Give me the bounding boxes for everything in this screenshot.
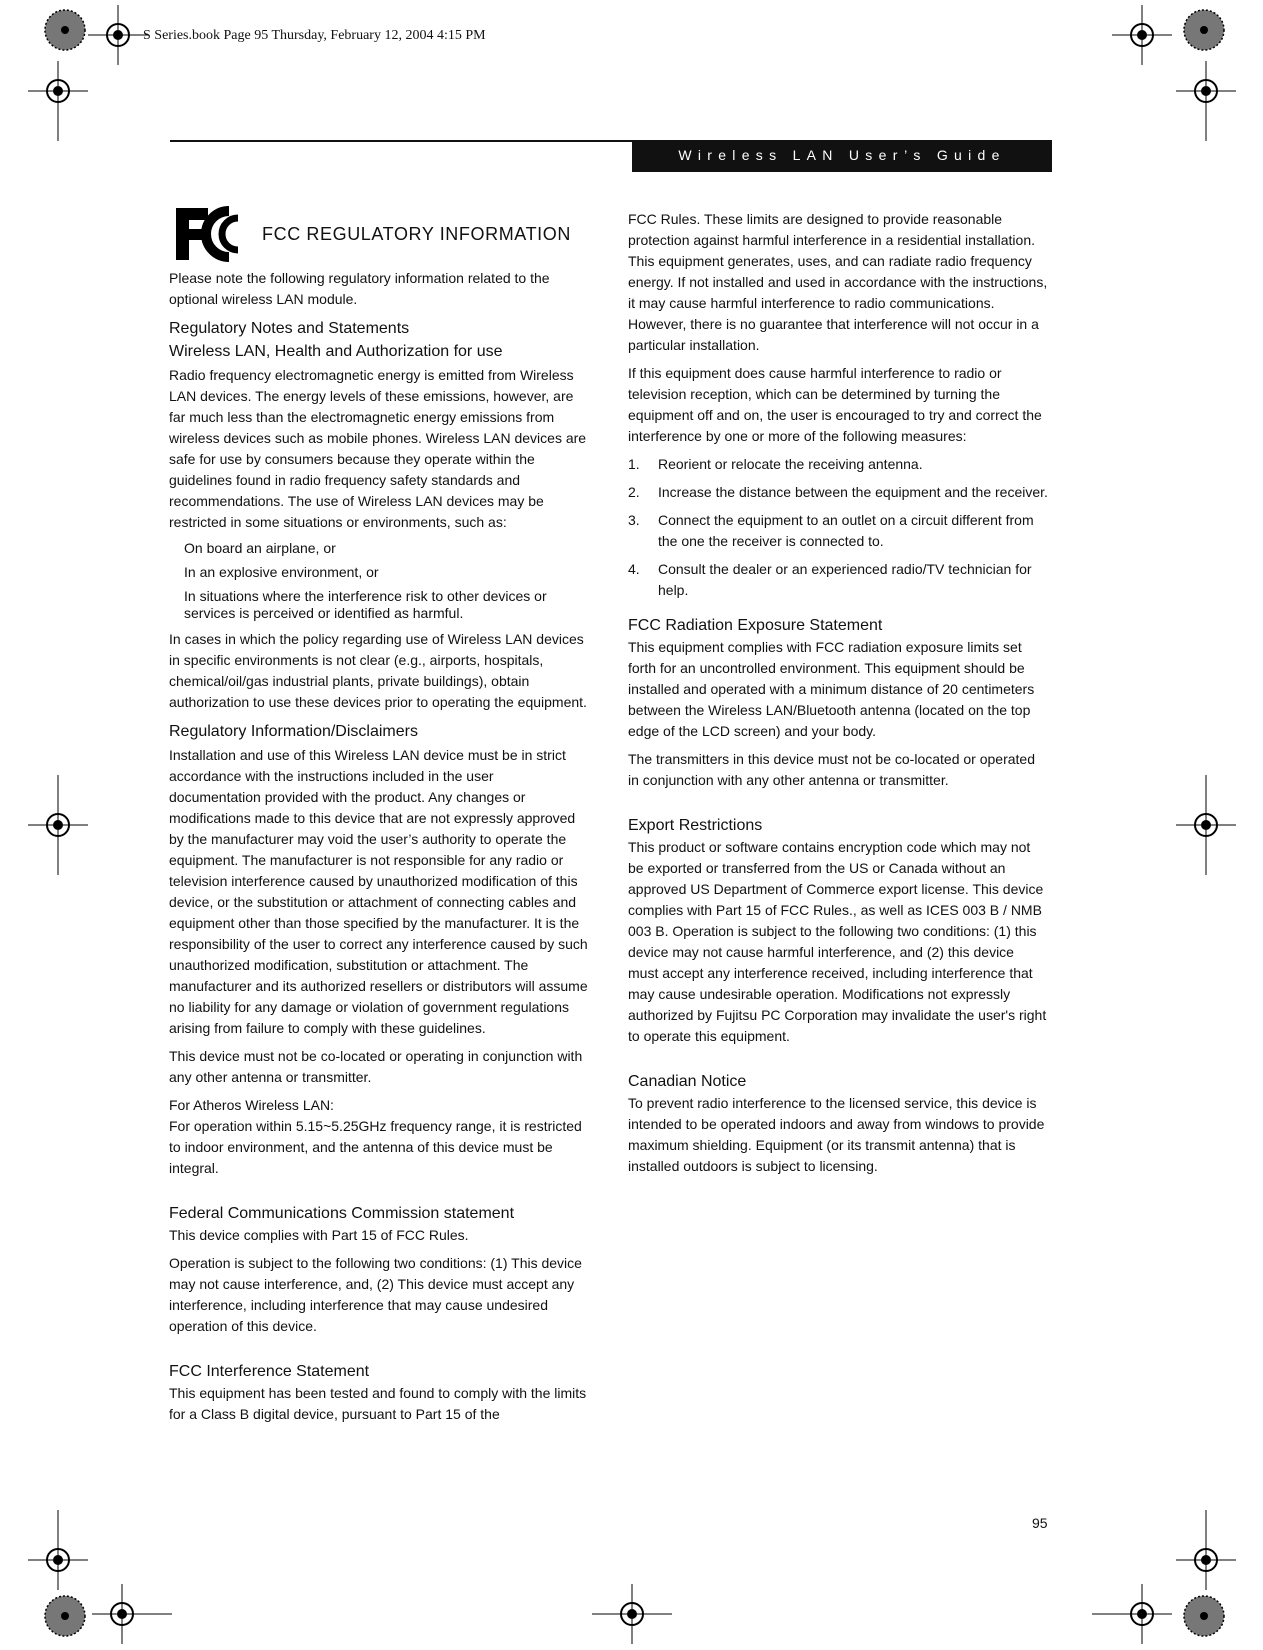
paragraph: This device must not be co-located or operating in conjunction with any other antenna or transmitter. bbox=[169, 1048, 583, 1085]
section-heading: Regulatory Notes and Statements bbox=[169, 320, 410, 337]
situation-item: On board an airplane, or bbox=[184, 540, 336, 556]
intro-paragraph: Please note the following regulatory information related to the optional wireless LAN module. bbox=[169, 270, 550, 307]
paragraph: FCC Rules. These limits are designed to provide reasonable protection against harmful interference in a residential installation. This equipment generates, uses, and can radiate radio frequency energy. If not installed and used in accordance with the instructions, it may cause harmful interference to radio communications. However, there is no guarantee that interference will not occur in a particular installation. bbox=[628, 211, 1048, 353]
atheros-label: For Atheros Wireless LAN: bbox=[169, 1097, 334, 1113]
running-header bbox=[632, 140, 1052, 172]
section-heading: Federal Communications Commission statement bbox=[169, 1205, 515, 1222]
registration-mark-icon bbox=[592, 1584, 672, 1644]
section-heading: Regulatory Information/Disclaimers bbox=[169, 723, 418, 740]
starburst-mark-icon bbox=[1182, 8, 1226, 52]
starburst-mark-icon bbox=[1182, 1594, 1226, 1638]
spacer bbox=[169, 1344, 589, 1360]
starburst-mark-icon bbox=[43, 8, 87, 52]
spacer bbox=[628, 1054, 1048, 1070]
spacer bbox=[628, 798, 1048, 814]
list-text: Increase the distance between the equipment and the receiver. bbox=[658, 484, 1048, 500]
section-heading: Export Restrictions bbox=[628, 817, 763, 834]
registration-mark-icon bbox=[1112, 5, 1172, 65]
right-column bbox=[628, 209, 1048, 1184]
registration-mark-icon bbox=[1092, 1584, 1172, 1644]
registration-mark-icon bbox=[88, 5, 148, 65]
left-column bbox=[169, 206, 589, 1432]
paragraph: Installation and use of this Wireless LAN device must be in strict accordance with the instructions included in the user documentation provided with the product. Any changes or modifications made to this device that are not expressly approved by the manufacturer may void the user’s authority to operate the equipment. The manufacturer is not responsible for any radio or television interference caused by unauthorized modification of this device, or the substitution or attachment of connecting cables and equipment other than those specified by the manufacturer. It is the responsibility of the user to correct any interference caused by such unauthorized modification, substitution or attachment. The manufacturer and its authorized resellers or distributors will assume no liability for any damage or violation of government regulations arising from failure to comply with these guidelines. bbox=[169, 747, 588, 1036]
fcc-heading bbox=[174, 206, 589, 262]
list-text: Connect the equipment to an outlet on a circuit different from the one the receiver is connected to. bbox=[658, 512, 1034, 549]
registration-mark-icon bbox=[1176, 775, 1236, 875]
list-item bbox=[628, 482, 1048, 503]
list-item bbox=[628, 510, 1048, 552]
print-slug: S Series.book Page 95 Thursday, February 12, 2004 4:15 PM bbox=[143, 28, 486, 43]
list-number: 3. bbox=[628, 512, 640, 528]
situation-item: In situations where the interference risk to other devices or services is perceived or identified as harmful. bbox=[184, 588, 547, 621]
running-header-text: Wireless LAN User’s Guide bbox=[678, 147, 1006, 163]
section-heading: Canadian Notice bbox=[628, 1073, 747, 1090]
registration-mark-icon bbox=[1176, 1510, 1236, 1590]
list-text: Consult the dealer or an experienced radio/TV technician for help. bbox=[658, 561, 1032, 598]
paragraph: This equipment complies with FCC radiation exposure limits set forth for an uncontrolled environment. This equipment should be installed and operated with a minimum distance of 20 centimeters between the Wireless LAN/Bluetooth antenna (located on the top edge of the LCD screen) and your body. bbox=[628, 639, 1035, 739]
list-number: 4. bbox=[628, 561, 640, 577]
list-item bbox=[628, 559, 1048, 601]
paragraph: This device complies with Part 15 of FCC Rules. bbox=[169, 1227, 469, 1243]
registration-mark-icon bbox=[28, 61, 88, 141]
registration-mark-icon bbox=[28, 775, 88, 875]
situation-item: In an explosive environment, or bbox=[184, 564, 379, 580]
paragraph: Operation is subject to the following two conditions: (1) This device may not cause interference, and, (2) This device must accept any interference, including interference that may cause undesired operation of this device. bbox=[169, 1255, 582, 1334]
paragraph: This product or software contains encryption code which may not be exported or transferred from the US or Canada without an approved US Department of Commerce export license. This device complies with Part 15 of FCC Rules., as well as ICES 003 B / NMB 003 B. Operation is subject to the following two conditions: (1) this device may not cause harmful interference, and (2) this device must accept any interference received, including interference that may cause undesirable operation. Modifications not expressly authorized by Fujitsu PC Corporation may invalidate the user's right to operate this equipment. bbox=[628, 839, 1047, 1044]
registration-mark-icon bbox=[92, 1584, 172, 1644]
paragraph: If this equipment does cause harmful interference to radio or television reception, which can be determined by turning the equipment off and on, the user is encouraged to try and correct the interference by one or more of the following measures: bbox=[628, 365, 1042, 444]
list-item bbox=[628, 454, 1048, 475]
paragraph: For operation within 5.15~5.25GHz frequency range, it is restricted to indoor environment, and the antenna of this device must be integral. bbox=[169, 1118, 582, 1176]
section-heading: FCC Radiation Exposure Statement bbox=[628, 617, 883, 634]
paragraph: This equipment has been tested and found to comply with the limits for a Class B digital device, pursuant to Part 15 of the bbox=[169, 1385, 587, 1422]
starburst-mark-icon bbox=[43, 1594, 87, 1638]
fcc-logo-icon bbox=[174, 206, 248, 262]
paragraph: The transmitters in this device must not be co-located or operated in conjunction with any other antenna or transmitter. bbox=[628, 751, 1035, 788]
list-number: 1. bbox=[628, 456, 640, 472]
paragraph: Radio frequency electromagnetic energy is emitted from Wireless LAN devices. The energy levels of these emissions, however, are far much less than the electromagnetic energy emissions from wireless devices such as mobile phones. Wireless LAN devices are safe for use by consumers because they operate within the guidelines found in radio frequency safety standards and recommendations. The use of Wireless LAN devices may be restricted in some situations or environments, such as: bbox=[169, 367, 587, 530]
measures-list bbox=[628, 454, 1048, 601]
paragraph: In cases in which the policy regarding use of Wireless LAN devices in specific environments is not clear (e.g., airports, hospitals, chemical/oil/gas industrial plants, private buildings), obtain authorization to use these devices prior to operating the equipment. bbox=[169, 631, 587, 710]
paragraph: To prevent radio interference to the licensed service, this device is intended to be operated indoors and away from windows to provide maximum shielding. Equipment (or its transmit antenna) that is installed outdoors is subject to licensing. bbox=[628, 1095, 1045, 1174]
page-number: 95 bbox=[1032, 1515, 1048, 1531]
spacer bbox=[169, 1186, 589, 1202]
registration-mark-icon bbox=[1176, 61, 1236, 141]
section-subheading: Wireless LAN, Health and Authorization for use bbox=[169, 343, 503, 360]
list-text: Reorient or relocate the receiving antenna. bbox=[658, 456, 923, 472]
page-title: FCC REGULATORY INFORMATION bbox=[262, 223, 571, 244]
header-rule bbox=[170, 140, 632, 142]
section-heading: FCC Interference Statement bbox=[169, 1363, 370, 1380]
paragraph bbox=[169, 1095, 589, 1116]
registration-mark-icon bbox=[28, 1510, 88, 1590]
list-number: 2. bbox=[628, 484, 640, 500]
